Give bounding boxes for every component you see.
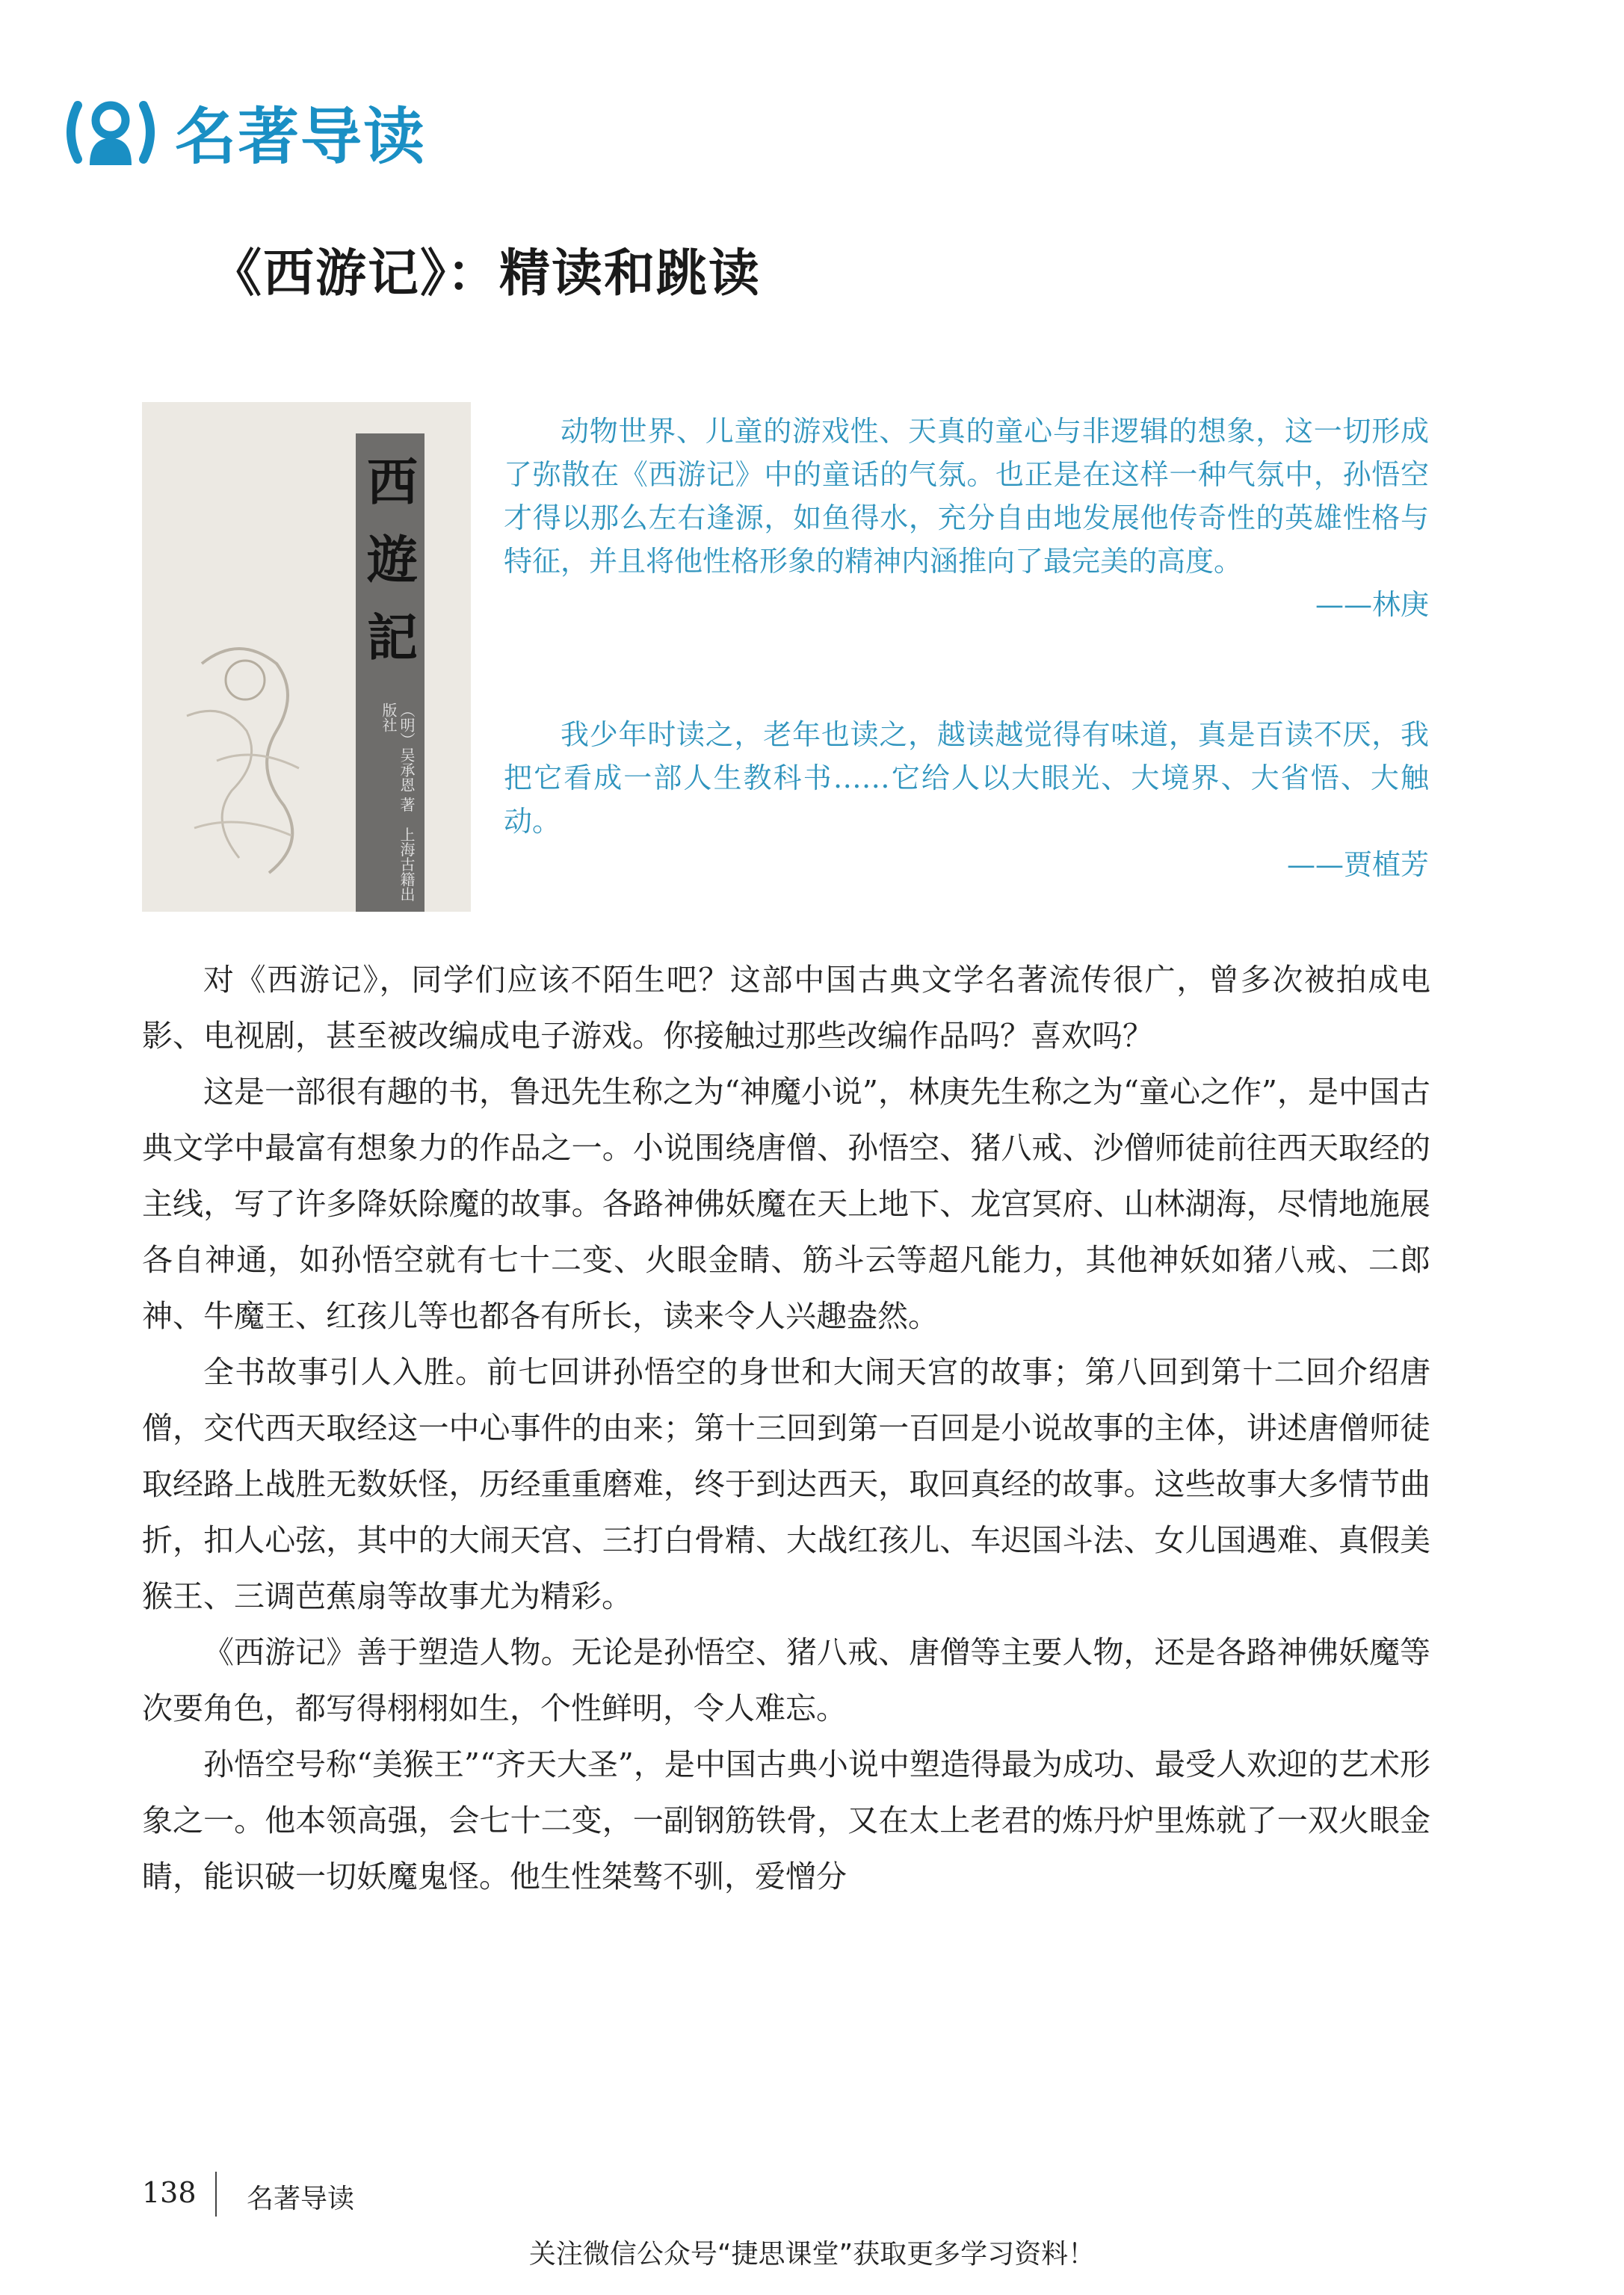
quote-block-1 <box>504 410 1429 626</box>
reading-person-icon <box>61 95 160 170</box>
footer-note: 关注微信公众号“捷思课堂”获取更多学习资料！ <box>528 2239 1096 2270</box>
quote-text: 动物世界、儿童的游戏性、天真的童心与非逻辑的想象，这一切形成了弥散在《西游记》中的童话的气氛。也正是在这样一种气氛中，孙悟空才得以那么左右逢源，如鱼得水，充分自由地发展他传奇性的英雄性格与特征，并且将他性格形象的精神内涵推向了最完美的高度。 <box>504 415 1429 578</box>
cover-spine-label: （明）吴承恩 著 上海古籍出版社 <box>380 702 416 902</box>
body-paragraph: 对《西游记》，同学们应该不陌生吧？这部中国古典文学名著流传很广，曾多次被拍成电影、电视剧，甚至被改编成电子游戏。你接触过那些改编作品吗？喜欢吗？ <box>142 962 1430 1054</box>
calligraphy-char: 西 <box>366 453 418 513</box>
footer-divider <box>215 2172 217 2217</box>
quote-attribution: ——林庚 <box>1315 588 1429 621</box>
body-paragraph: 《西游记》善于塑造人物。无论是孙悟空、猪八戒、唐僧等主要人物，还是各路神佛妖魔等次要角色，都写得栩栩如生，个性鲜明，令人难忘。 <box>142 1634 1430 1726</box>
article-body <box>142 952 1430 1905</box>
body-paragraph: 这是一部很有趣的书，鲁迅先生称之为“神魔小说”，林庚先生称之为“童心之作”，是中国古典文学中最富有想象力的作品之一。小说围绕唐僧、孙悟空、猪八戒、沙僧师徒前往西天取经的主线，写了许多降妖除魔的故事。各路神佛妖魔在天上地下、龙宫冥府、山林湖海，尽情地施展各自神通，如孙悟空就有七十二变、火眼金睛、筋斗云等超凡能力，其他神妖如猪八戒、二郎神、牛魔王、红孩儿等也都各有所长，读来令人兴趣盎然。 <box>142 1074 1430 1334</box>
quote-attribution: ——贾植芳 <box>1286 848 1429 881</box>
footer-section-label: 名著导读 <box>247 2184 355 2214</box>
section-title: 名著导读 <box>175 102 427 173</box>
section-header <box>61 88 426 176</box>
article-title: 《西游记》：精读和跳读 <box>211 244 762 303</box>
cover-calligraphy <box>360 444 424 677</box>
body-paragraph: 孙悟空号称“美猴王”“齐天大圣”，是中国古典小说中塑造得最为成功、最受人欢迎的艺术形象之一。他本领高强，会七十二变，一副钢筋铁骨，又在太上老君的炼丹炉里炼就了一双火眼金睛，能识破一切妖魔鬼怪。他生性桀骜不驯，爱憎分 <box>142 1746 1430 1894</box>
quote-text: 我少年时读之，老年也读之，越读越觉得有味道，真是百读不厌，我把它看成一部人生教科书……它给人以大眼光、大境界、大省悟、大触动。 <box>504 718 1429 838</box>
book-cover-image <box>142 402 471 912</box>
page-number: 138 <box>142 2176 197 2209</box>
figure-illustration <box>157 611 351 895</box>
calligraphy-char: 記 <box>366 608 418 668</box>
quote-block-2 <box>504 713 1429 886</box>
calligraphy-char: 遊 <box>366 531 418 590</box>
body-paragraph: 全书故事引人入胜。前七回讲孙悟空的身世和大闹天宫的故事；第八回到第十二回介绍唐僧，交代西天取经这一中心事件的由来；第十三回到第一百回是小说故事的主体，讲述唐僧师徒取经路上战胜无数妖怪，历经重重磨难，终于到达西天，取回真经的故事。这些故事大多情节曲折，扣人心弦，其中的大闹天宫、三打白骨精、大战红孩儿、车迟国斗法、女儿国遇难、真假美猴王、三调芭蕉扇等故事尤为精彩。 <box>142 1354 1430 1614</box>
